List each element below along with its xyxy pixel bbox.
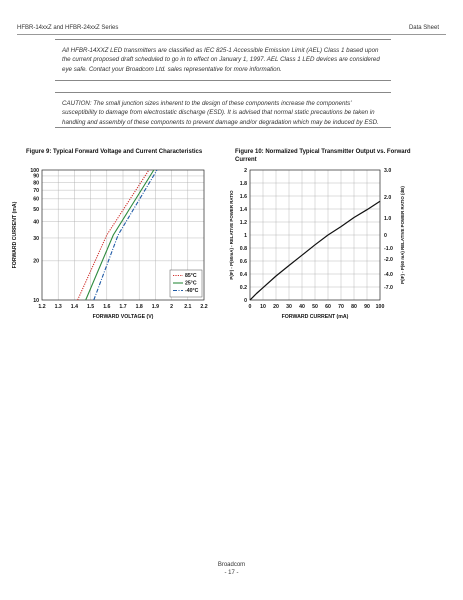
x-tick-label: 50 (312, 304, 318, 310)
y-tick-label: 1 (244, 232, 247, 239)
x-tick-label: 1.6 (103, 304, 111, 310)
right-tick-label: 3.0 (384, 167, 392, 174)
y-tick-label: 1.2 (239, 219, 247, 226)
right-tick-label: -7.0 (384, 284, 393, 291)
right-axis-label: P(IF) - P(60 mA) RELATIVE POWER RATIO (dB) (400, 186, 405, 284)
right-tick-label: 2.0 (384, 194, 392, 201)
x-tick-label: 80 (351, 304, 357, 310)
y-axis-label: FORWARD CURRENT (mA) (12, 201, 18, 269)
y-tick-label: 30 (33, 235, 39, 242)
y-tick-label: 1.6 (239, 193, 247, 200)
x-tick-label: 10 (260, 304, 266, 310)
x-tick-label: 1.8 (135, 304, 143, 310)
x-tick-label: 1.9 (151, 304, 160, 310)
x-tick-label: 0 (248, 304, 252, 310)
y-axis-label: P(IF) - P(60mA) - RELATIVE POWER RATIO (229, 190, 234, 280)
y-tick-label: 1.4 (239, 206, 247, 213)
y-tick-label: 80 (33, 180, 39, 187)
x-tick-label: 2 (170, 304, 174, 310)
x-tick-label: 1.3 (54, 304, 62, 310)
x-tick-label: 60 (325, 304, 331, 310)
esd-caution-notice: CAUTION: The small junction sizes inherent to the design of these components increase the components' susceptibility to damage from electrostatic discharge (ESD). It is advised that normal static precautions be taken in handling and assembly of these components to prevent damage and/or degradation which may be induced by ESD. (55, 92, 391, 128)
right-tick-label: 1.0 (384, 215, 392, 222)
figure-9-chart (10, 162, 210, 332)
x-tick-label: 1.7 (119, 304, 127, 310)
right-tick-label: 0 (384, 232, 387, 239)
y-tick-label: 40 (33, 219, 39, 226)
legend-label: -40°C (185, 288, 199, 294)
x-tick-label: 90 (364, 304, 370, 310)
running-header-doctype: Data Sheet (408, 25, 439, 31)
x-tick-label: 20 (273, 304, 279, 310)
right-tick-label: -1.0 (384, 246, 393, 253)
y-tick-label: 0.8 (239, 245, 247, 252)
series-line (94, 170, 157, 300)
y-tick-label: 50 (33, 206, 39, 213)
aec-notice: All HFBR-14XXZ LED transmitters are classified as IEC 825-1 Accessible Emission Limit (AEL) Class 1 based upon the current proposed draft scheduled to go in to effect on January 1, 1997. AEL Class 1 LED devices are considered eye safe. Contact your Broadcom Ltd. sales representative for more information. (55, 39, 391, 81)
x-tick-label: 2.1 (184, 304, 192, 310)
x-axis-label: FORWARD CURRENT (mA) (281, 314, 349, 320)
series-line (86, 170, 154, 300)
y-tick-label: 100 (30, 167, 39, 174)
y-tick-label: 0 (244, 297, 247, 304)
y-tick-label: 20 (33, 258, 39, 265)
x-tick-label: 2.2 (200, 304, 208, 310)
footer-page-number: - 17 - (224, 570, 239, 576)
x-tick-label: 70 (338, 304, 344, 310)
header-rule (17, 34, 446, 35)
y-tick-label: 0.6 (239, 258, 247, 265)
running-header-title: HFBR-14xxZ and HFBR-24xxZ Series (17, 25, 119, 31)
y-tick-label: 0.2 (239, 284, 247, 291)
right-tick-label: -4.0 (384, 271, 393, 278)
footer-company: Broadcom (217, 562, 246, 568)
figure-9-title: Figure 9: Typical Forward Voltage and Current Characteristics (26, 149, 203, 155)
right-tick-label: -2.0 (384, 256, 393, 263)
figure-10-title: Figure 10: Normalized Typical Transmitter Output vs. Forward Current (235, 149, 411, 163)
legend-label: 25°C (185, 280, 197, 287)
y-tick-label: 70 (33, 187, 39, 194)
legend-label: 85°C (185, 273, 197, 279)
x-tick-label: 30 (286, 304, 292, 310)
x-tick-label: 100 (375, 304, 385, 310)
y-tick-label: 10 (33, 297, 39, 304)
y-tick-label: 0.4 (239, 271, 247, 278)
x-tick-label: 1.2 (38, 304, 46, 310)
y-tick-label: 2 (244, 167, 247, 174)
x-axis-label: FORWARD VOLTAGE (V) (92, 314, 154, 320)
figure-10-chart (228, 162, 438, 332)
y-tick-label: 60 (33, 196, 39, 203)
x-tick-label: 1.4 (70, 304, 79, 310)
y-tick-label: 90 (33, 173, 39, 180)
x-tick-label: 1.5 (86, 304, 95, 310)
y-tick-label: 1.8 (239, 180, 247, 187)
x-tick-label: 40 (299, 304, 305, 310)
